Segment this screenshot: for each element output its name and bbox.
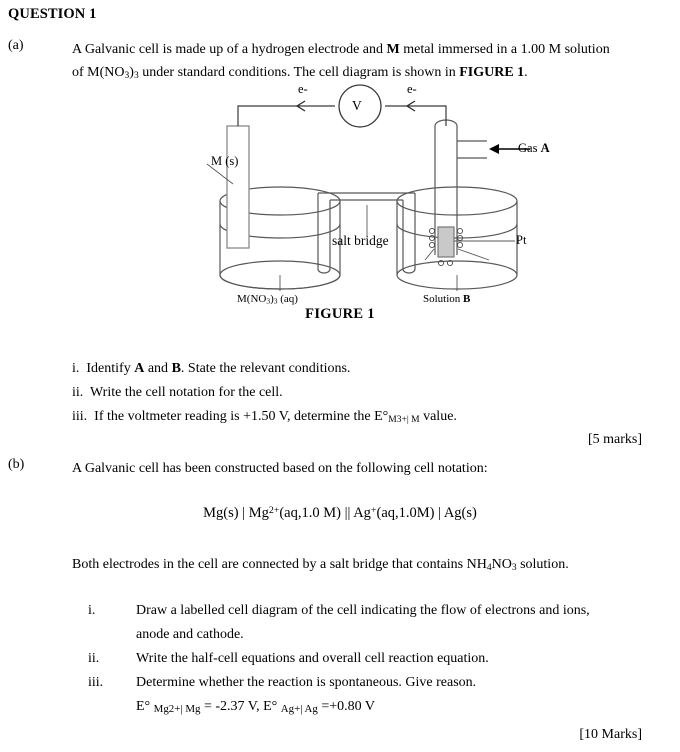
sentence-period: . bbox=[524, 65, 528, 80]
gas-label-text: Gas bbox=[518, 141, 541, 155]
cell-diagram-svg bbox=[185, 84, 555, 314]
notation-seg3: (aq,1.0M) | Ag(s) bbox=[376, 505, 477, 522]
platinum-label: Pt bbox=[516, 233, 527, 247]
item-b-i-line1: Draw a labelled cell diagram of the cell indicating the flow of electrons and ions, bbox=[136, 603, 590, 618]
gas-label-bold: A bbox=[540, 141, 550, 155]
e2-subscript: Ag+| Ag bbox=[280, 702, 318, 715]
part-a-item-ii bbox=[72, 381, 457, 405]
notation-seg2: (aq,1.0 M) || Ag bbox=[279, 505, 371, 522]
e1-subscript: Mg2+| Mg bbox=[153, 702, 201, 715]
formula-prefix: of M(NO bbox=[72, 65, 125, 80]
salt-note-post: solution. bbox=[516, 557, 569, 572]
electron-label-left: e- bbox=[298, 82, 308, 96]
item-i-bold-b: B bbox=[171, 361, 181, 376]
item-ii-numeral: ii. bbox=[72, 385, 84, 400]
part-b-item-ii bbox=[88, 647, 648, 671]
part-b-intro: A Galvanic cell has been constructed based on the following cell notation: bbox=[72, 461, 488, 476]
nitrate-subscript-1: 3 bbox=[124, 71, 130, 82]
intro-text-pre: A Galvanic cell is made up of a hydrogen electrode and bbox=[72, 42, 387, 57]
e1-symbol: E° bbox=[136, 699, 151, 714]
item-iii-text-post: value. bbox=[419, 409, 457, 424]
part-a-item-iii bbox=[72, 405, 457, 432]
item-b-i-numeral: i. bbox=[88, 603, 96, 618]
notation-sup1: 2+ bbox=[268, 505, 280, 516]
part-b-item-iii bbox=[88, 671, 648, 695]
part-b-label: (b) bbox=[8, 457, 25, 472]
salt-bridge-label: salt bridge bbox=[332, 233, 389, 248]
item-b-ii-line1: Write the half-cell equations and overall cell reaction equation. bbox=[136, 651, 489, 666]
item-i-text-post: . State the relevant conditions. bbox=[180, 361, 351, 376]
left-solution-sub1: 3 bbox=[266, 296, 271, 306]
item-iii-subscript: M3+| M bbox=[388, 415, 420, 426]
notation-seg1: Mg(s) | Mg bbox=[203, 505, 269, 522]
formula-mid: ) bbox=[129, 65, 134, 80]
electron-label-right: e- bbox=[407, 82, 417, 96]
item-b-i-line2: anode and cathode. bbox=[136, 627, 244, 642]
figure-reference: FIGURE 1 bbox=[459, 65, 525, 80]
item-ii-text: Write the cell notation for the cell. bbox=[90, 385, 283, 400]
left-solution-pre: M(NO bbox=[237, 293, 267, 305]
galvanic-cell-diagram bbox=[185, 84, 555, 314]
item-b-iii-numeral: iii. bbox=[88, 675, 104, 690]
part-a-intro-line1 bbox=[72, 38, 632, 61]
part-a-label: (a) bbox=[8, 38, 24, 53]
figure-caption: FIGURE 1 bbox=[305, 306, 375, 322]
gas-a-label bbox=[518, 141, 550, 156]
part-b-marks: [10 Marks] bbox=[579, 727, 642, 742]
part-a-item-i bbox=[72, 357, 457, 381]
item-i-bold-a: A bbox=[134, 361, 145, 376]
e2-value: =+0.80 V bbox=[317, 699, 376, 714]
metal-electrode-m bbox=[227, 126, 249, 248]
left-solution-mid: ) bbox=[270, 293, 274, 305]
part-a-items bbox=[72, 357, 457, 432]
salt-note-sub1: 4 bbox=[486, 563, 492, 574]
voltmeter-symbol: V bbox=[352, 98, 362, 113]
salt-note-pre: Both electrodes in the cell are connected by a salt bridge that contains NH bbox=[72, 557, 487, 572]
left-solution-label bbox=[237, 293, 298, 306]
intro-bold-m: M bbox=[386, 42, 400, 57]
metal-electrode-label: M (s) bbox=[211, 154, 239, 168]
page-title: QUESTION 1 bbox=[8, 6, 97, 22]
notation-sup2: + bbox=[370, 505, 377, 516]
right-solution-bold: B bbox=[463, 293, 471, 305]
part-b-items bbox=[88, 599, 648, 721]
salt-note-mid: NO bbox=[491, 557, 512, 572]
intro-text-post: metal immersed in a 1.00 M solution bbox=[399, 42, 610, 57]
e2-symbol: E° bbox=[263, 699, 278, 714]
item-i-numeral: i. bbox=[72, 361, 80, 376]
right-solution-label bbox=[423, 293, 470, 305]
standard-potentials-row bbox=[88, 695, 648, 721]
nitrate-subscript-2: 3 bbox=[133, 71, 139, 82]
part-b-item-i bbox=[88, 599, 648, 647]
standard-potentials bbox=[136, 695, 648, 721]
salt-bridge-note bbox=[72, 553, 632, 580]
item-b-ii-numeral: ii. bbox=[88, 651, 100, 666]
item-b-iii-line1: Determine whether the reaction is spontaneous. Give reason. bbox=[136, 675, 477, 690]
item-iii-numeral: iii. bbox=[72, 409, 88, 424]
right-solution-text: Solution bbox=[423, 293, 464, 305]
item-i-text-pre: Identify bbox=[86, 361, 135, 376]
part-a-marks: [5 marks] bbox=[587, 432, 642, 447]
item-iii-text-pre: If the voltmeter reading is +1.50 V, determine the E° bbox=[94, 409, 389, 424]
e1-value: = -2.37 V, bbox=[200, 699, 264, 714]
item-i-text-mid: and bbox=[144, 361, 172, 376]
cell-notation bbox=[0, 505, 680, 522]
intro-line2-text: under standard conditions. The cell diagram is shown in bbox=[138, 65, 460, 80]
item-b-i-text bbox=[136, 599, 648, 647]
left-solution-post: (aq) bbox=[277, 293, 298, 305]
salt-note-sub2: 3 bbox=[511, 563, 517, 574]
left-solution-sub2: 3 bbox=[273, 296, 278, 306]
